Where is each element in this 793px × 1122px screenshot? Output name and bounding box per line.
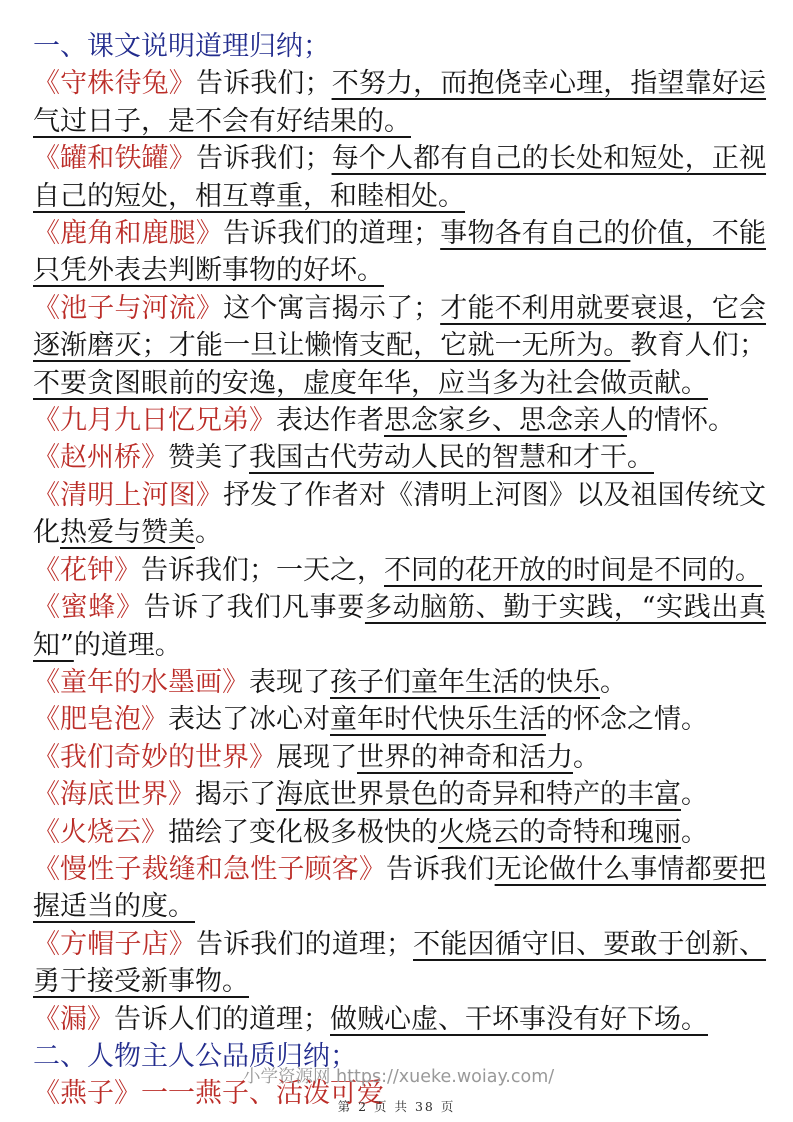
lesson-entry [33,589,766,664]
lesson-entry [33,402,766,439]
lesson-entry [33,439,766,476]
body-text: 。 [600,666,627,698]
underlined-key-point: 火烧云的奇特和瑰丽 [438,816,681,848]
lesson-entry [33,290,766,402]
underlined-key-point: 不能因循守旧、要敢于创新、勇于接受新事物。 [33,928,767,998]
lesson-title: 《清明上河图》 [33,479,224,511]
body-text: 。 [681,779,708,811]
lesson-title: 《鹿角和鹿腿》 [33,218,224,250]
lesson-entry [33,926,766,1001]
body-text: 表达了冰心对 [168,704,330,736]
body-text: 抒发了作者对《清明上河图》以及祖国传统文化 [33,479,767,549]
body-text: 告诉我们；一天之， [141,554,384,586]
underlined-key-point: 我国古代劳动人民的智慧和才干。 [249,442,654,474]
lesson-title: 《肥皂泡》 [33,704,168,736]
lesson-entry [33,664,766,701]
underlined-key-point: 做贼心虚、干坏事没有好下场。 [330,1003,708,1035]
lesson-entry [33,814,766,851]
lesson-title: 《燕子》 [33,1078,141,1110]
section-heading: 二、人物主人公品质归纳； [33,1040,357,1072]
document-body [33,28,766,1113]
body-text: 告诉我们的道理； [195,928,414,960]
lesson-title: 《花钟》 [33,554,141,586]
body-text: 教育人们； [630,330,767,362]
body-text: 。 [573,741,600,773]
body-text: 描绘了变化极多极快的 [168,816,438,848]
underlined-key-point: 孩子们童年生活的快乐 [330,666,600,698]
lesson-title: 《慢性子裁缝和急性子顾客》 [33,853,386,885]
lesson-title: 《漏》 [33,1003,114,1035]
lesson-entry [33,739,766,776]
underlined-key-point: 不要贪图眼前的安逸，虚度年华，应当多为社会做贡献。 [33,367,708,399]
body-text: 告诉人们的道理； [114,1003,330,1035]
body-text: 赞美了 [168,442,249,474]
underlined-key-point: 不同的花开放的时间是不同的。 [384,554,762,586]
body-text: 告诉我们 [386,853,495,885]
lesson-entry [33,776,766,813]
underlined-key-point: 热爱与赞美 [60,517,195,549]
body-text: 告诉了我们凡事要 [143,592,365,624]
lesson-entry [33,851,766,926]
underlined-key-point: 童年时代快乐生活 [330,704,546,736]
lesson-entry [33,552,766,589]
body-text: 的情怀。 [627,405,735,437]
underlined-key-point: 思念家乡、思念亲人 [384,405,627,437]
lesson-title: 《海底世界》 [33,779,195,811]
underlined-key-point: 事物各有自己的价值，不能只凭外表去判断事物的好坏。 [33,218,767,287]
body-text: 告诉我们； [195,143,332,175]
body-text: 。 [681,816,708,848]
lesson-title: 《罐和铁罐》 [33,143,196,175]
section-heading: 一、课文说明道理归纳； [33,31,330,62]
lesson-title: 《九月九日忆兄弟》 [33,405,276,437]
page-number-footer: 第 2 页 共 38 页 [337,1099,456,1114]
body-text: 表现了 [249,666,330,698]
underlined-key-point: 每个人都有自己的长处和短处，正视自己的短处，相互尊重，和睦相处。 [33,143,767,212]
lesson-entry [33,1001,766,1038]
underlined-key-point: 才能不利用就要衰退，它会逐渐磨灭；才能一旦让懒惰支配，它就一无所为。 [33,292,767,362]
body-text: 告诉我们的道理； [223,218,441,250]
underlined-key-point: 无论做什么事情都要把握适当的度。 [33,853,767,923]
underlined-key-point: 世界的神奇和活力 [357,741,573,773]
lesson-title: 《方帽子店》 [33,928,196,960]
underlined-key-point: 不努力，而抱侥幸心理，指望靠好运气过日子，是不会有好结果的。 [33,68,767,137]
lesson-title: 《童年的水墨画》 [33,666,249,698]
lesson-entry [33,701,766,738]
underlined-key-point: 多动脑筋、勤于实践，“实践出真知” [33,592,767,661]
watermark: 小学资源网 https://xueke.woiay.com/ [243,1067,555,1087]
lesson-entry [33,477,766,552]
body-text: 的怀念之情。 [546,704,708,736]
body-text: 揭示了 [195,779,276,811]
body-text: 。 [195,517,222,549]
body-text: 展现了 [276,741,357,773]
lesson-entry [33,215,766,290]
lesson-title: 《守株待兔》 [33,68,196,100]
lesson-title: 《赵州桥》 [33,442,168,474]
lesson-title: 《蜜蜂》 [33,592,144,624]
lesson-title: 《池子与河流》 [33,292,224,324]
body-text: 一一燕子、活泼可爱 [141,1078,384,1110]
body-text: 表达作者 [276,405,384,437]
underlined-key-point: 海底世界景色的奇异和特产的丰富 [276,779,681,811]
lesson-title: 《火烧云》 [33,816,168,848]
body-text: 的道理。 [73,629,182,661]
lesson-entry [33,140,766,215]
lesson-entry [33,65,766,140]
lesson-title: 《我们奇妙的世界》 [33,741,276,773]
body-text: 告诉我们； [195,68,332,100]
body-text: 这个寓言揭示了； [223,292,441,324]
